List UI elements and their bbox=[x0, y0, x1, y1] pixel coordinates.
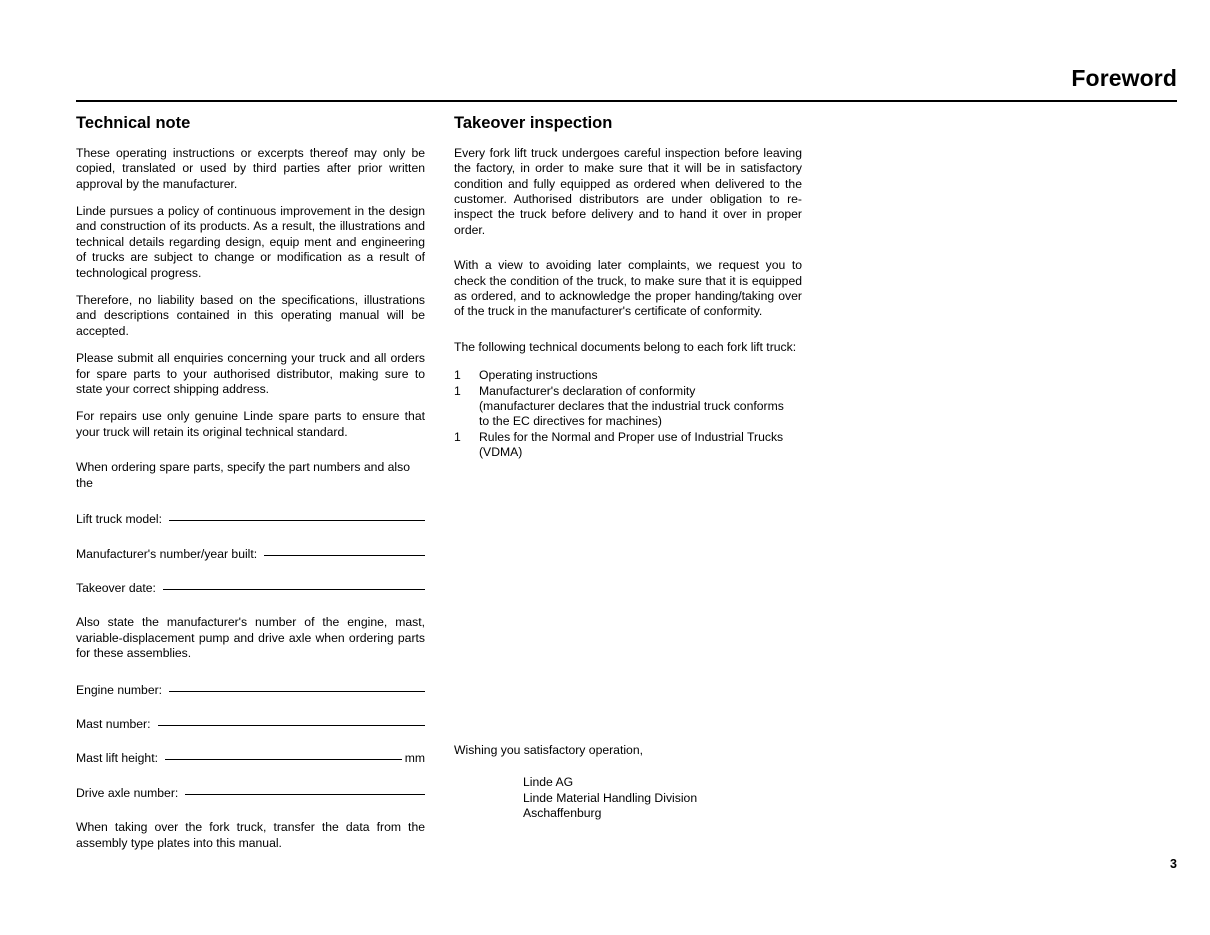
left-column-heading: Technical note bbox=[76, 114, 191, 132]
left-column bbox=[76, 114, 425, 851]
field-label: Manufacturer's number/year built: bbox=[76, 546, 258, 561]
paragraph: Every fork lift truck undergoes careful inspection before leaving the factory, in order to make sure that it will be in satisfactory condition and fully equipped as ordered when delivered to the customer. Authorised distributors are under obligation to re-inspect the truck before delivery and to hand it over in proper order. bbox=[454, 145, 802, 237]
signature-line: Linde AG bbox=[523, 775, 574, 790]
list-item-line: Manufacturer's declaration of conformity bbox=[479, 383, 696, 398]
paragraph: With a view to avoiding later complaints, we request you to check the condition of the truck, to make sure that it is equipped as ordered, and to acknowledge the proper handing/taking over of the truck in the manufacturer's certificate of conformity. bbox=[454, 258, 802, 319]
paragraph: Please submit all enquiries concerning your truck and all orders for spare parts to your authorised distributor, making sure to state your correct shipping address. bbox=[76, 351, 425, 397]
paragraph: For repairs use only genuine Linde spare parts to ensure that your truck will retain its original technical standard. bbox=[76, 409, 425, 439]
field-label: Lift truck model: bbox=[76, 512, 163, 527]
field-lift-truck-model[interactable] bbox=[76, 512, 425, 527]
list-item-number: 1 bbox=[454, 368, 461, 383]
field-input-line[interactable] bbox=[169, 510, 425, 521]
list-item-text bbox=[479, 430, 802, 461]
field-unit: mm bbox=[404, 751, 425, 766]
field-group-assemblies bbox=[76, 683, 425, 802]
closing-line: Wishing you satisfactory operation, bbox=[454, 743, 643, 757]
list-item-number: 1 bbox=[454, 383, 461, 398]
list-item-line: Operating instructions bbox=[479, 368, 598, 383]
field-drive-axle-number[interactable] bbox=[76, 786, 425, 801]
signature-line: Linde Material Handling Division bbox=[523, 790, 698, 805]
paragraph: Linde pursues a policy of continuous improvement in the design and construction of its products. As a result, the illustrations and technical details regarding design, equip ment and engineering of trucks are subject to change or modification as a result of technological progress. bbox=[76, 204, 425, 280]
list-item-line: (manufacturer declares that the industrial truck conforms bbox=[479, 399, 784, 414]
field-group-truck bbox=[76, 512, 425, 596]
field-takeover-date[interactable] bbox=[76, 581, 425, 596]
right-column-heading: Takeover inspection bbox=[454, 114, 613, 132]
field-label: Mast lift height: bbox=[76, 751, 158, 766]
list-item-text bbox=[479, 368, 802, 383]
signature-line: Aschaffenburg bbox=[523, 806, 602, 821]
paragraph: Therefore, no liability based on the specifications, illustrations and descriptions contained in this operating manual will be accepted. bbox=[76, 293, 425, 338]
field-input-line[interactable] bbox=[169, 681, 425, 692]
list-item bbox=[454, 430, 802, 461]
field-input-line[interactable] bbox=[185, 784, 425, 795]
field-manufacturer-number-year[interactable] bbox=[76, 547, 425, 562]
list-item bbox=[454, 368, 802, 383]
field-input-line[interactable] bbox=[264, 545, 425, 556]
list-item-line: Rules for the Normal and Proper use of Industrial Trucks bbox=[479, 429, 784, 444]
paragraph: The following technical documents belong to each fork lift truck: bbox=[454, 339, 797, 354]
list-item-text bbox=[479, 384, 802, 430]
field-mast-lift-height[interactable] bbox=[76, 751, 425, 766]
page-header bbox=[76, 66, 1177, 90]
page-title: Foreword bbox=[1071, 65, 1177, 91]
right-column bbox=[454, 114, 802, 461]
header-divider bbox=[76, 100, 1177, 102]
paragraph: Also state the manufacturer's number of the engine, mast, variable-displacement pump and drive axle when ordering parts for these assemblies. bbox=[76, 615, 425, 661]
field-input-line[interactable] bbox=[163, 579, 425, 590]
field-label: Takeover date: bbox=[76, 580, 156, 595]
paragraph: These operating instructions or excerpts thereof may only be copied, translated or used by third parties after prior written approval by the manufacturer. bbox=[76, 145, 425, 191]
field-label: Mast number: bbox=[76, 716, 151, 731]
field-label: Drive axle number: bbox=[76, 785, 179, 800]
field-input-line[interactable] bbox=[165, 749, 402, 760]
field-label: Engine number: bbox=[76, 682, 163, 697]
list-item-line: to the EC directives for machines) bbox=[479, 414, 662, 429]
field-mast-number[interactable] bbox=[76, 717, 425, 732]
signature-block bbox=[523, 775, 814, 821]
field-input-line[interactable] bbox=[158, 715, 425, 726]
list-item bbox=[454, 384, 802, 430]
technical-documents-list bbox=[454, 368, 802, 460]
paragraph: When taking over the fork truck, transfer the data from the assembly type plates into this manual. bbox=[76, 820, 425, 850]
field-engine-number[interactable] bbox=[76, 683, 425, 698]
list-item-line: (VDMA) bbox=[479, 445, 523, 460]
list-item-number: 1 bbox=[454, 429, 461, 444]
page-number: 3 bbox=[1170, 857, 1177, 871]
paragraph: When ordering spare parts, specify the part numbers and also the bbox=[76, 460, 410, 490]
closing-block bbox=[454, 743, 814, 822]
